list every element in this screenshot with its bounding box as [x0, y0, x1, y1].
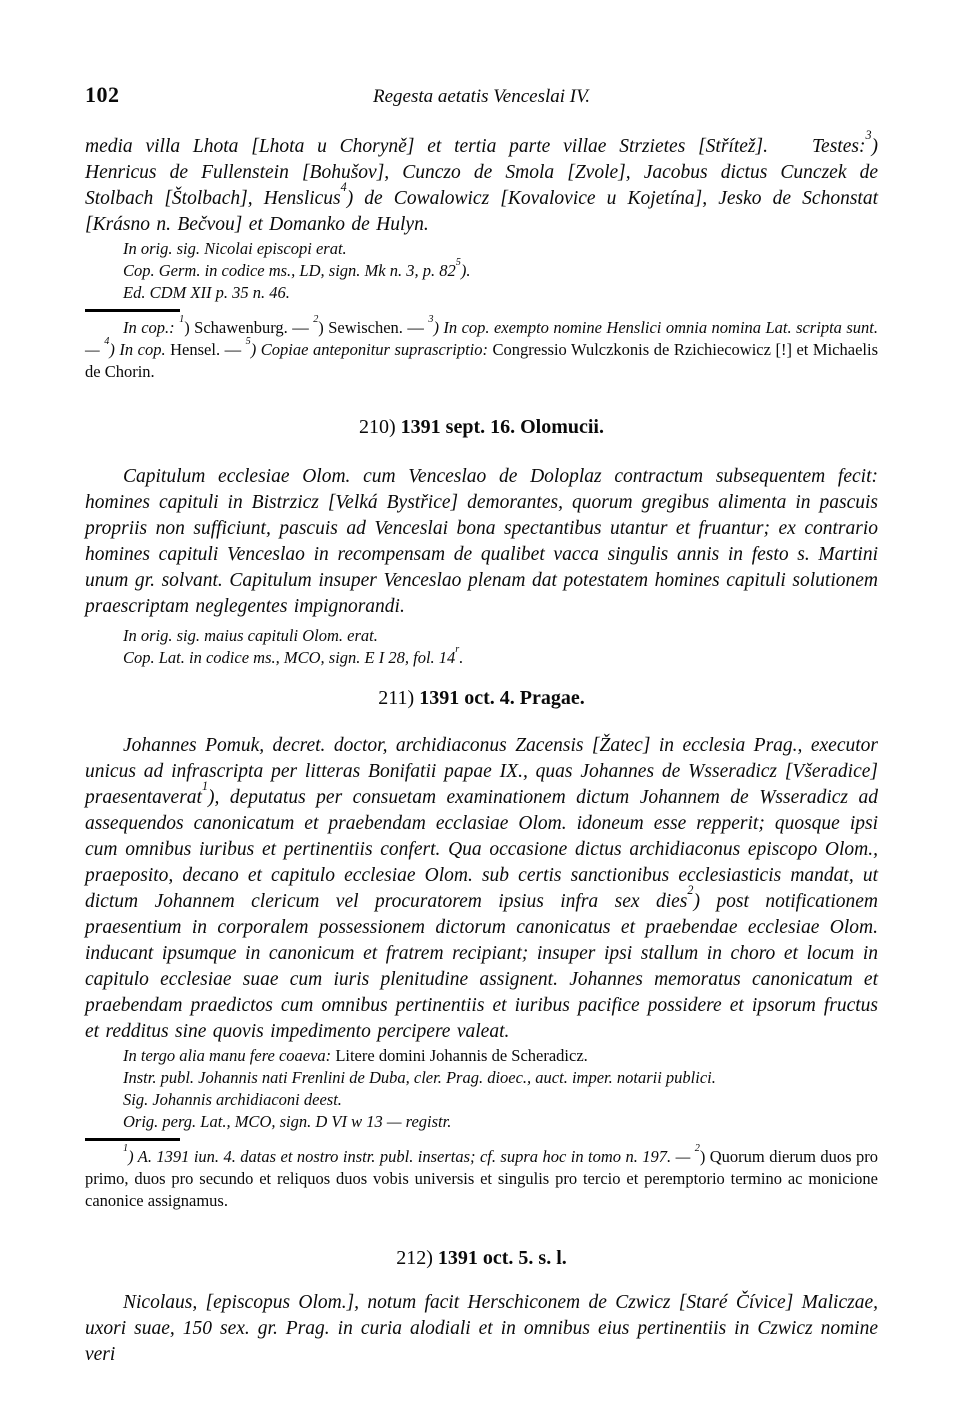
- note-text-roman: Litere domini Johannis de Scheradicz.: [331, 1046, 588, 1065]
- footnote-separator: [85, 1138, 180, 1141]
- entry-212-paragraph: [85, 1290, 878, 1368]
- entry-210-heading: [85, 414, 878, 441]
- footnote-4-text-italic: ) In cop.: [109, 340, 166, 359]
- note-text: Cop. Lat. in codice ms., MCO, sign. E I 28, fol. 14: [123, 648, 456, 667]
- entry-210-date-place: 1391 sept. 16. Olomucii.: [400, 416, 604, 438]
- entry-211-footnotes: [85, 1142, 878, 1212]
- footnote-1-marker: 1: [123, 1142, 129, 1154]
- folio-recto-superscript: r: [455, 643, 460, 655]
- footnote-2-text: ) Sewischen. —: [318, 318, 429, 337]
- page-number: 102: [85, 82, 120, 107]
- entry-209-text-a: media villa Lhota [Lhota u Choryně] et tertia parte villae Strzietes [Střítež].: [85, 136, 768, 157]
- entry-211-text-c: ) post notificationem praesentium in corporalem possessionem dictorum canonicatus et praebendae ecclesiae Olom. inducant ipsumque in canonicum et fratrem recipiant; insuper ipsi stallum in choro et locum in capitulo ecclesiae suae cum iuris plenitudine assignent. Johannes memoratus canonicatum et praebendam praedictos cum omnibus pertinentiis et iuribus pacifice possidere et ipsorum fructus et redditus sine quovis impedimento percipere valeat.: [85, 891, 878, 1042]
- entry-209-text-c: ) de Cowalowicz [Kovalovice u Kojetína], Jesko de Schonstat [Krásno n. Bečvou] et Domanko de Hulyn.: [85, 188, 878, 235]
- note-text: In orig. sig. maius capituli Olom. erat.: [123, 626, 378, 645]
- entry-211-note-tergo: [123, 1045, 878, 1067]
- footnote-3-marker: 3: [428, 313, 434, 325]
- entry-209-paragraph: [85, 127, 878, 238]
- footnote-ref-1: 1: [201, 778, 209, 793]
- footnote-separator: [85, 309, 180, 312]
- entry-211-text-a: Johannes Pomuk, decret. doctor, archidiaconus Zacensis [Žatec] in ecclesia Prag., executor unicus ad infrascripta per litteras Bonifatii papae IX., quas Johannes de Wsseradicz [Všeradice] praesentaverat: [85, 735, 878, 808]
- entry-210-text: Capitulum ecclesiae Olom. cum Venceslao de Doloplaz contractum subsequentem fecit: homines capituli in Bistrzicz [Velká Bystřice] demorantes, quorum gregibus alimenta in pascuis propriis non sufficiunt, pascuis ad Venceslai bona spectantibus utantur et fruantur; ex contrario homines capituli Venceslao in recompensam de qualibet vacca singulis annis in festo s. Martini unum gr. solvant. Capitulum insuper Venceslao plenam dat potestatem homines capituli solutionem praescriptam neglegentes impignorandi.: [85, 466, 878, 617]
- note-text: Instr. publ. Johannis nati Frenlini de Duba, cler. Prag. dioec., auct. imper. notarii publici.: [123, 1068, 716, 1087]
- footnote-ref-3: 3: [865, 127, 872, 142]
- footnote-1-text: ) A. 1391 iun. 4. datas et nostro instr. publ. insertas; cf. supra hoc in tomo n. 197. —: [128, 1147, 695, 1166]
- entry-211-heading: [85, 685, 878, 712]
- entry-211-note-orig: [123, 1111, 878, 1133]
- entry-210-paragraph: [85, 464, 878, 620]
- footnote-2-marker: 2: [694, 1142, 700, 1154]
- note-text: ).: [460, 261, 471, 280]
- entry-209-note-ed: [123, 282, 878, 304]
- entry-211-number: 211): [378, 687, 415, 709]
- entry-209-testes-label: Testes:: [811, 136, 866, 157]
- note-text-italic: In tergo alia manu fere coaeva:: [123, 1046, 332, 1065]
- footnote-5-text-roman: Congressio Wulczkonis de Rzichiecowicz [!] et Michaelis de Chorin.: [85, 340, 878, 381]
- entry-212-heading: [85, 1245, 878, 1272]
- note-text: In orig. sig. Nicolai episcopi erat.: [123, 239, 347, 258]
- entry-209-note-orig: [123, 238, 878, 260]
- entry-212-text: Nicolaus, [episcopus Olom.], notum facit Herschiconem de Czwicz [Staré Čívice] Maliczae, uxori suae, 150 sex. gr. Prag. in curia alodiali et in omnibus eius pertinentiis in Czwicz nomine veri: [85, 1292, 878, 1365]
- footnote-lead: In cop.:: [123, 318, 180, 337]
- entry-209-source-notes: [123, 238, 878, 304]
- entry-211-source-notes: [123, 1045, 878, 1133]
- footnote-2-marker: 2: [313, 313, 319, 325]
- entry-210-source-notes: [123, 625, 878, 669]
- note-text: Sig. Johannis archidiaconi deest.: [123, 1090, 342, 1109]
- entry-212-number: 212): [396, 1247, 433, 1269]
- footnote-5-text-italic: ) Copiae anteponitur suprascriptio:: [250, 340, 489, 359]
- footnote-ref-2: 2: [687, 882, 694, 897]
- running-title: Regesta aetatis Venceslai IV.: [372, 86, 591, 107]
- footnote-1-text: ) Schawenburg. —: [184, 318, 314, 337]
- entry-209-footnotes: [85, 313, 878, 383]
- note-text: Ed. CDM XII p. 35 n. 46.: [123, 283, 290, 302]
- footnote-ref-4: 4: [340, 179, 347, 194]
- footnote-ref-5: 5: [455, 256, 461, 268]
- footnote-4-marker: 4: [104, 335, 110, 347]
- entry-209-note-cop: [123, 256, 878, 282]
- note-text: .: [459, 648, 464, 667]
- footnote-3-text: ) In cop. exempto nomine Henslici omnia nomina Lat. scripta sunt. —: [85, 318, 878, 359]
- footnote-2-text: ) Quorum dierum duos pro primo, duos pro secundo et reliquos duos vobis universis et singulis pro tercio et peremptorio termino ac monicione canonice assignamus.: [85, 1147, 878, 1210]
- footnote-4-text-roman: Hensel. —: [165, 340, 246, 359]
- entry-210-note-cop: [123, 643, 878, 669]
- entry-212-date-place: 1391 oct. 5. s. l.: [437, 1247, 567, 1269]
- footnote-1-marker: 1: [179, 313, 185, 325]
- note-text: Orig. perg. Lat., MCO, sign. D VI w 13 — registr.: [123, 1112, 452, 1131]
- entry-211-date-place: 1391 oct. 4. Pragae.: [419, 687, 585, 709]
- entry-211-note-sig: [123, 1089, 878, 1111]
- page-header: [85, 84, 878, 110]
- entry-210-number: 210): [358, 416, 396, 438]
- entry-211-paragraph: [85, 733, 878, 1045]
- entry-211-note-instr: [123, 1067, 878, 1089]
- footnote-5-marker: 5: [245, 335, 251, 347]
- entry-211-text-b: ), deputatus per consuetam examinationem dictum Johannem de Wsseradicz ad assequendos canonicatum et praebendam ecclasiae Olom. idoneum esse repperit; quosque ipsi cum omnibus iuribus et pertinentiis confert. Qua occasione dictus archidiaconus episcopo Olom., praeposito, decano et capitulo ecclesiae Olom. sub certis sanctionibus ecclesiasticis mandat, ut dictum Johannem clericum vel procuratorem ipsius infra sex dies: [85, 787, 878, 912]
- entry-209-text-b: ) Henricus de Fullenstein [Bohušov], Cunczo de Smola [Zvole], Jacobus dictus Cunczek de Stolbach [Štolbach], Henslicus: [85, 136, 878, 209]
- entry-210-note-orig: [123, 625, 878, 647]
- note-text: Cop. Germ. in codice ms., LD, sign. Mk n. 3, p. 82: [123, 261, 456, 280]
